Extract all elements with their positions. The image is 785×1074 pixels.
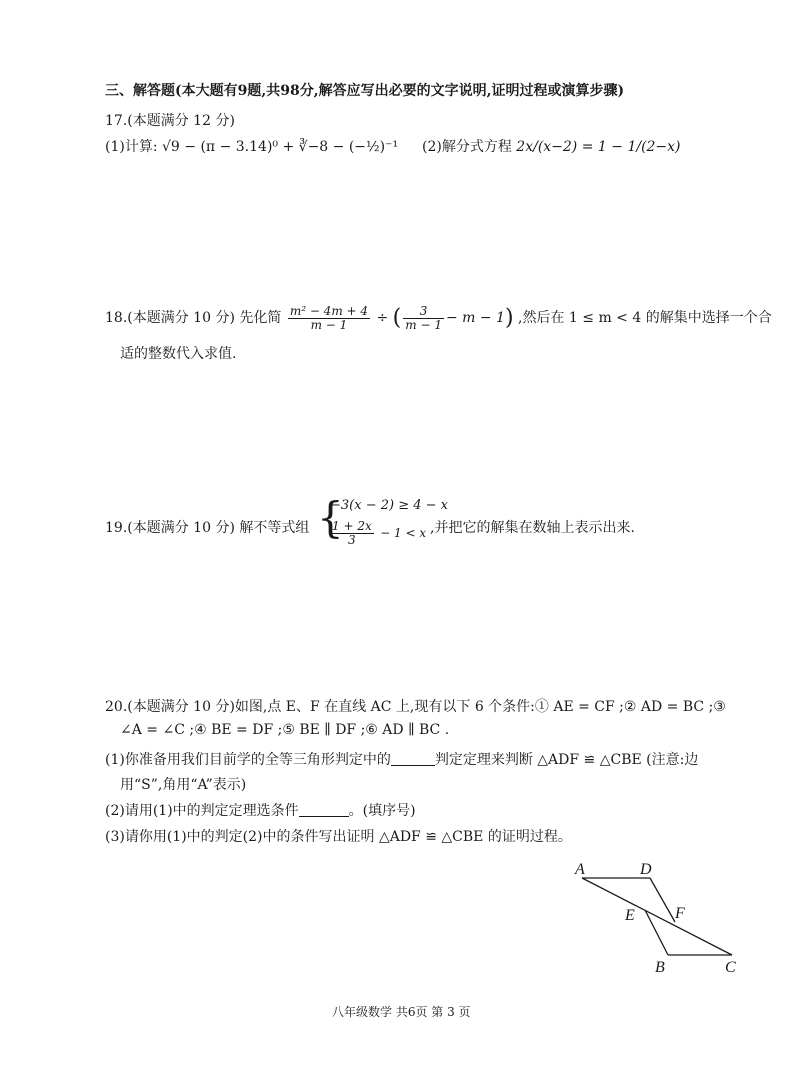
q17-part2 — [422, 136, 681, 156]
q20-sub1-a: (1)你准备用我们目前学的全等三角形判定中的 — [105, 752, 391, 768]
q20-line1-text: 如图,点 E、F 在直线 AC 上,现有以下 6 个条件:① AE = CF ;② AD = BC ;③ — [234, 699, 726, 715]
q19-ineq2-num: 1 + 2x — [332, 519, 372, 533]
section-header: 三、解答题(本大题有9题,共98分,解答应写出必要的文字说明,证明过程或演算步骤) — [105, 83, 625, 99]
q19-title: 19.(本题满分 10 分) — [105, 520, 235, 536]
q19-tail: ,并把它的解集在数轴上表示出来. — [430, 520, 635, 536]
q18-fraction — [288, 305, 370, 331]
q18-frac-num: m² − 4m + 4 — [289, 304, 369, 318]
q19-title-line — [105, 517, 309, 537]
q20-line1 — [105, 696, 726, 716]
page-footer: 八年级数学 共6页 第 3 页 — [332, 1005, 471, 1019]
q20-geometry-figure — [560, 850, 760, 980]
q19-ineq2-tail: − 1 < x — [380, 526, 427, 541]
q19-lead: 解不等式组 — [239, 520, 310, 536]
label-D: D — [640, 861, 652, 878]
q18-tail: ,然后在 1 ≤ m < 4 的解集中选择一个合 — [518, 310, 772, 327]
q20-sub2-a: (2)请用(1)中的判定定理选条件 — [105, 803, 299, 819]
q18-title: 18.(本题满分 10 分) — [105, 310, 235, 327]
q18-divide: ÷ — [376, 310, 389, 327]
q19-ineq2-den: 3 — [348, 532, 356, 547]
q18-lead: 先化简 — [239, 310, 282, 327]
q17-title: 17.(本题满分 12 分) — [105, 113, 235, 129]
label-A: A — [575, 861, 585, 878]
q19-brace: { — [317, 493, 344, 542]
q18-paren-den: m − 1 — [405, 317, 442, 332]
q17-part1-label: (1)计算: — [105, 139, 158, 155]
label-C: C — [725, 959, 736, 976]
q18-paren-tail: − m − 1 — [445, 310, 505, 327]
q17-part2-label: (2)解分式方程 — [422, 139, 512, 155]
q18-paren-fraction — [403, 305, 444, 331]
label-E: E — [625, 907, 635, 924]
q20-sub2-b: 。(填序号) — [348, 803, 416, 819]
q17-part2-expr: 2x/(x−2) = 1 − 1/(2−x) — [516, 139, 681, 155]
q20-sub3: (3)请你用(1)中的判定(2)中的条件写出证明 △ADF ≌ △CBE 的证明过程。 — [105, 829, 572, 845]
q19-ineq2-fraction — [330, 520, 374, 546]
q18-line2: 适的整数代入求值. — [120, 346, 237, 362]
q19-ineq1: −3(x − 2) ≥ 4 − x — [330, 498, 448, 513]
q19-ineq2 — [328, 520, 426, 546]
q17-part1 — [105, 136, 398, 156]
q17-part1-expr: √9 − (π − 3.14)⁰ + ∛−8 − (−½)⁻¹ — [162, 139, 399, 155]
q20-sub1 — [105, 749, 698, 769]
q20-sub1-b: 判定定理来判断 △ADF ≌ △CBE (注意:边 — [434, 752, 699, 768]
q20-sub1-blank[interactable] — [391, 751, 435, 766]
q20-sub2-blank[interactable] — [299, 802, 349, 817]
label-B: B — [655, 959, 665, 976]
q20-sub2 — [105, 800, 416, 820]
q20-sub1-c: 用“S”,角用“A”表示) — [120, 777, 247, 793]
q20-line2: ∠A = ∠C ;④ BE = DF ;⑤ BE ∥ DF ;⑥ AD ∥ BC . — [120, 722, 450, 738]
q18-line1: 18.(本题满分 10 分) 先化简 $\frac{\text{m² − 4m + 4}}{m - 1}$ ÷ ( $\frac{3}{m - 1}$ − m − 1) ,然后在 1 ≤ m < 4 的解集中选择一个合 — [105, 304, 772, 332]
q18-paren-num: 3 — [403, 305, 444, 319]
label-F: F — [675, 905, 685, 922]
q20-title: 20.(本题满分 10 分) — [105, 699, 235, 715]
q18-frac-den: m − 1 — [310, 317, 348, 332]
